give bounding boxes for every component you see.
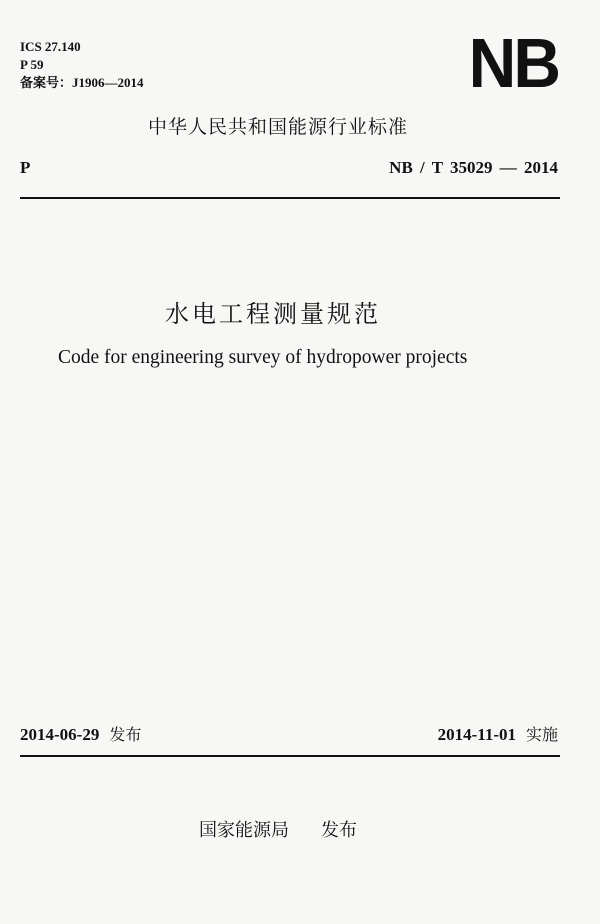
bottom-divider [20, 755, 560, 757]
issue-date: 2014-06-29 [20, 725, 100, 744]
standard-number: NB / T 35029 — 2014 [389, 158, 558, 177]
issue-label: 发布 [109, 725, 142, 744]
implement-label: 实施 [525, 725, 558, 744]
implement-date: 2014-11-01 [437, 725, 516, 744]
implement-date-line [438, 722, 558, 745]
issuer-name: 国家能源局 [199, 820, 289, 841]
issuer-line [199, 816, 357, 842]
top-divider [20, 197, 560, 199]
issuer-action: 发布 [321, 820, 357, 841]
title-chinese: 水电工程测量规范 [165, 300, 381, 328]
filing-number: 备案号：J1906—2014 [20, 75, 144, 90]
nb-logo: NB [468, 24, 558, 102]
title-english: Code for engineering survey of hydropower projects [58, 347, 468, 368]
issue-date-line [20, 722, 141, 745]
classification-code: P [20, 158, 31, 177]
industry-standard-line: 中华人民共和国能源行业标准 [148, 116, 409, 138]
ccs-code: P 59 [20, 57, 44, 72]
ics-code: ICS 27.140 [20, 39, 81, 54]
